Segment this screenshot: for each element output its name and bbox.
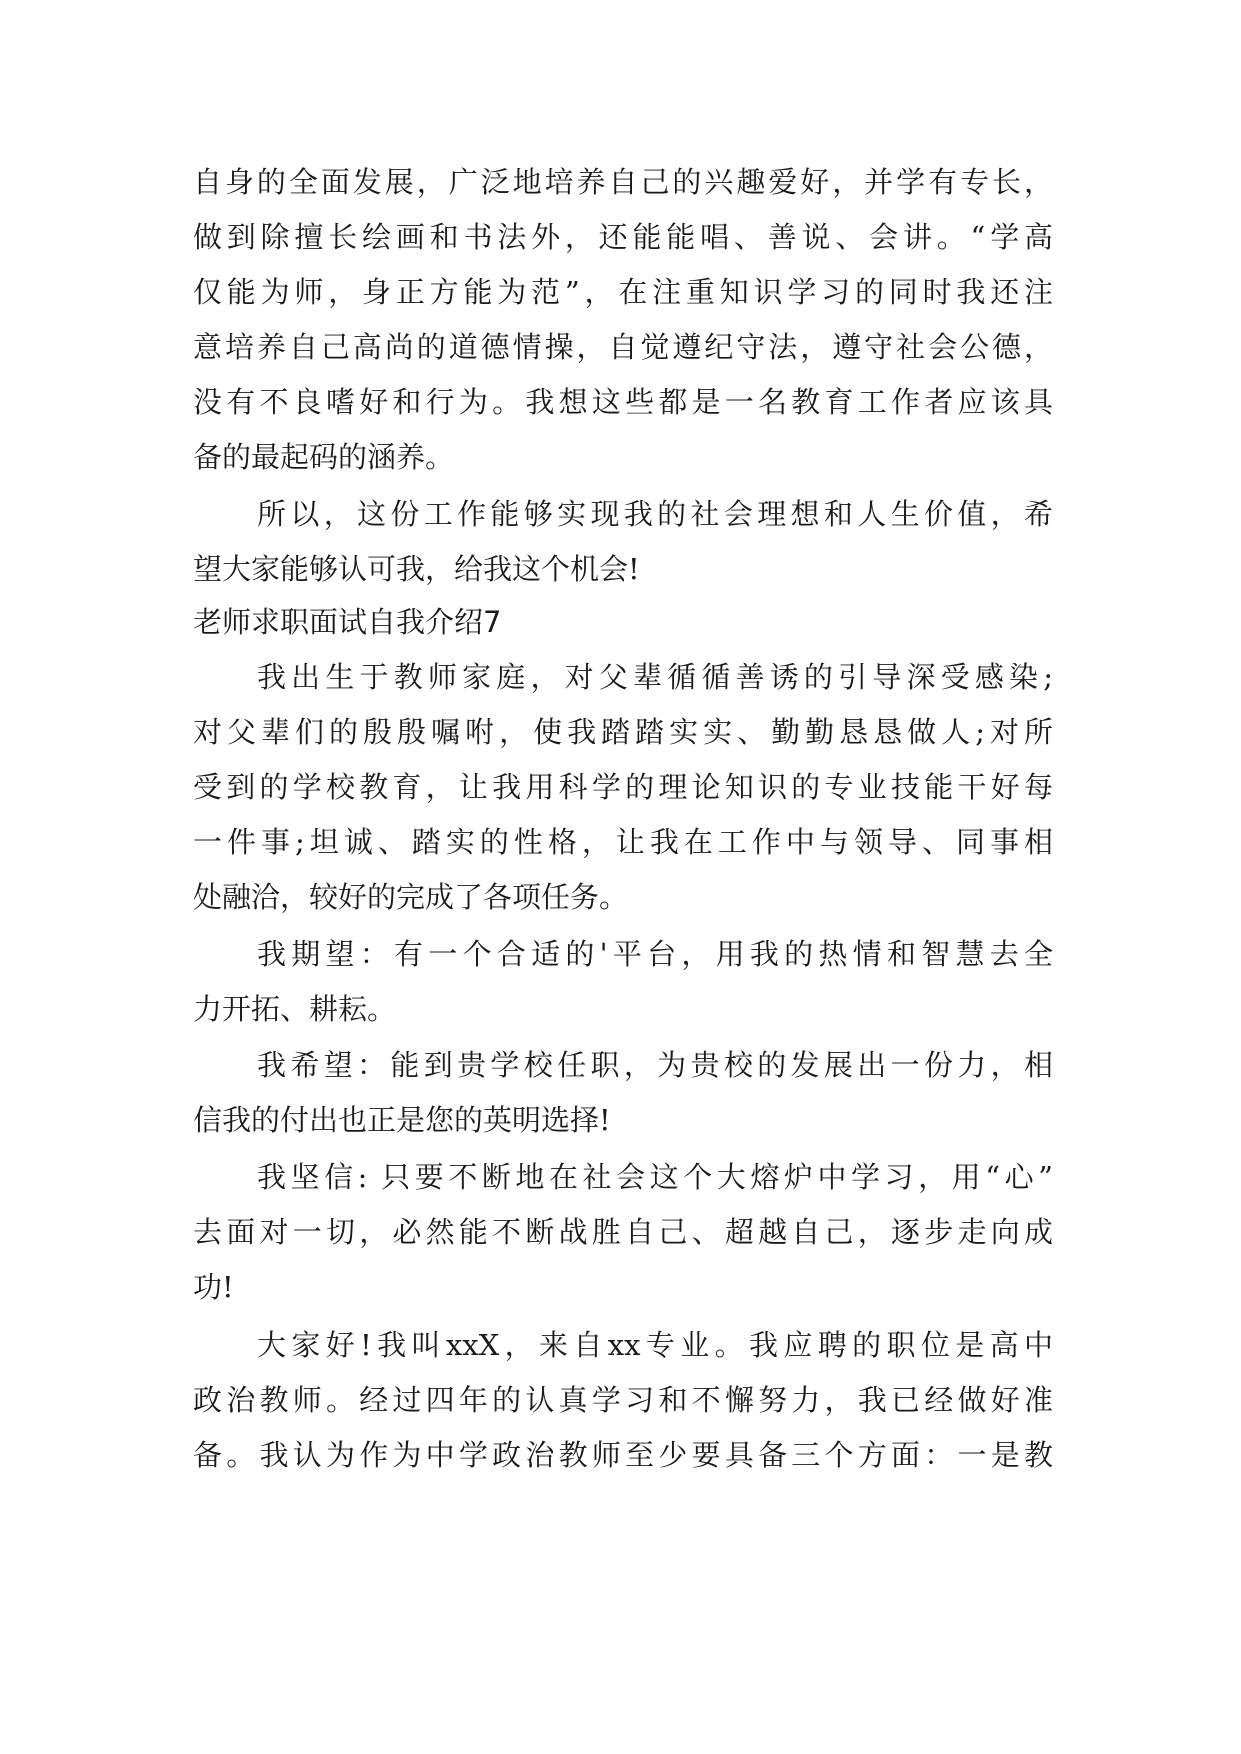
text-line: 一件事;坦诚、踏实的性格，让我在工作中与领导、同事相: [193, 825, 1053, 859]
text-line: 政治教师。经过四年的认真学习和不懈努力，我已经做好准: [193, 1383, 1053, 1417]
text-line: 仅能为师，身正方能为范”，在注重知识学习的同时我还注: [193, 275, 1053, 309]
text-line: 大家好!我叫xxX，来自xx专业。我应聘的职位是高中: [257, 1328, 1053, 1362]
text-line: 所以，这份工作能够实现我的社会理想和人生价值，希: [257, 497, 1053, 531]
text-line: 对父辈们的殷殷嘱咐，使我踏踏实实、勤勤恳恳做人;对所: [193, 715, 1053, 749]
text-line: 力开拓、耕耘。: [193, 992, 397, 1026]
section-heading: 老师求职面试自我介绍7: [193, 605, 502, 639]
text-line: 我出生于教师家庭，对父辈循循善诱的引导深受感染;: [257, 660, 1053, 694]
text-line: 我坚信: 只要不断地在社会这个大熔炉中学习，用“心”: [257, 1160, 1053, 1194]
text-line: 做到除擅长绘画和书法外，还能能唱、善说、会讲。“学高: [193, 220, 1053, 254]
text-line: 备。我认为作为中学政治教师至少要具备三个方面：一是教: [193, 1438, 1053, 1472]
text-line: 意培养自己高尚的道德情操，自觉遵纪守法，遵守社会公德，: [193, 330, 1053, 364]
text-line: 信我的付出也正是您的英明选择!: [193, 1103, 611, 1137]
text-line: 自身的全面发展，广泛地培养自己的兴趣爱好，并学有专长，: [193, 165, 1053, 199]
text-line: 受到的学校教育，让我用科学的理论知识的专业技能干好每: [193, 770, 1053, 804]
text-line: 我期望：有一个合适的'平台，用我的热情和智慧去全: [257, 937, 1053, 971]
text-line: 我希望：能到贵学校任职，为贵校的发展出一份力，相: [257, 1048, 1053, 1082]
text-line: 功!: [193, 1270, 234, 1304]
text-line: 没有不良嗜好和行为。我想这些都是一名教育工作者应该具: [193, 385, 1053, 419]
text-line: 去面对一切，必然能不断战胜自己、超越自己，逐步走向成: [193, 1215, 1053, 1249]
text-line: 备的最起码的涵养。: [193, 440, 455, 474]
text-line: 望大家能够认可我，给我这个机会!: [193, 552, 640, 586]
text-line: 处融洽，较好的完成了各项任务。: [193, 880, 629, 914]
